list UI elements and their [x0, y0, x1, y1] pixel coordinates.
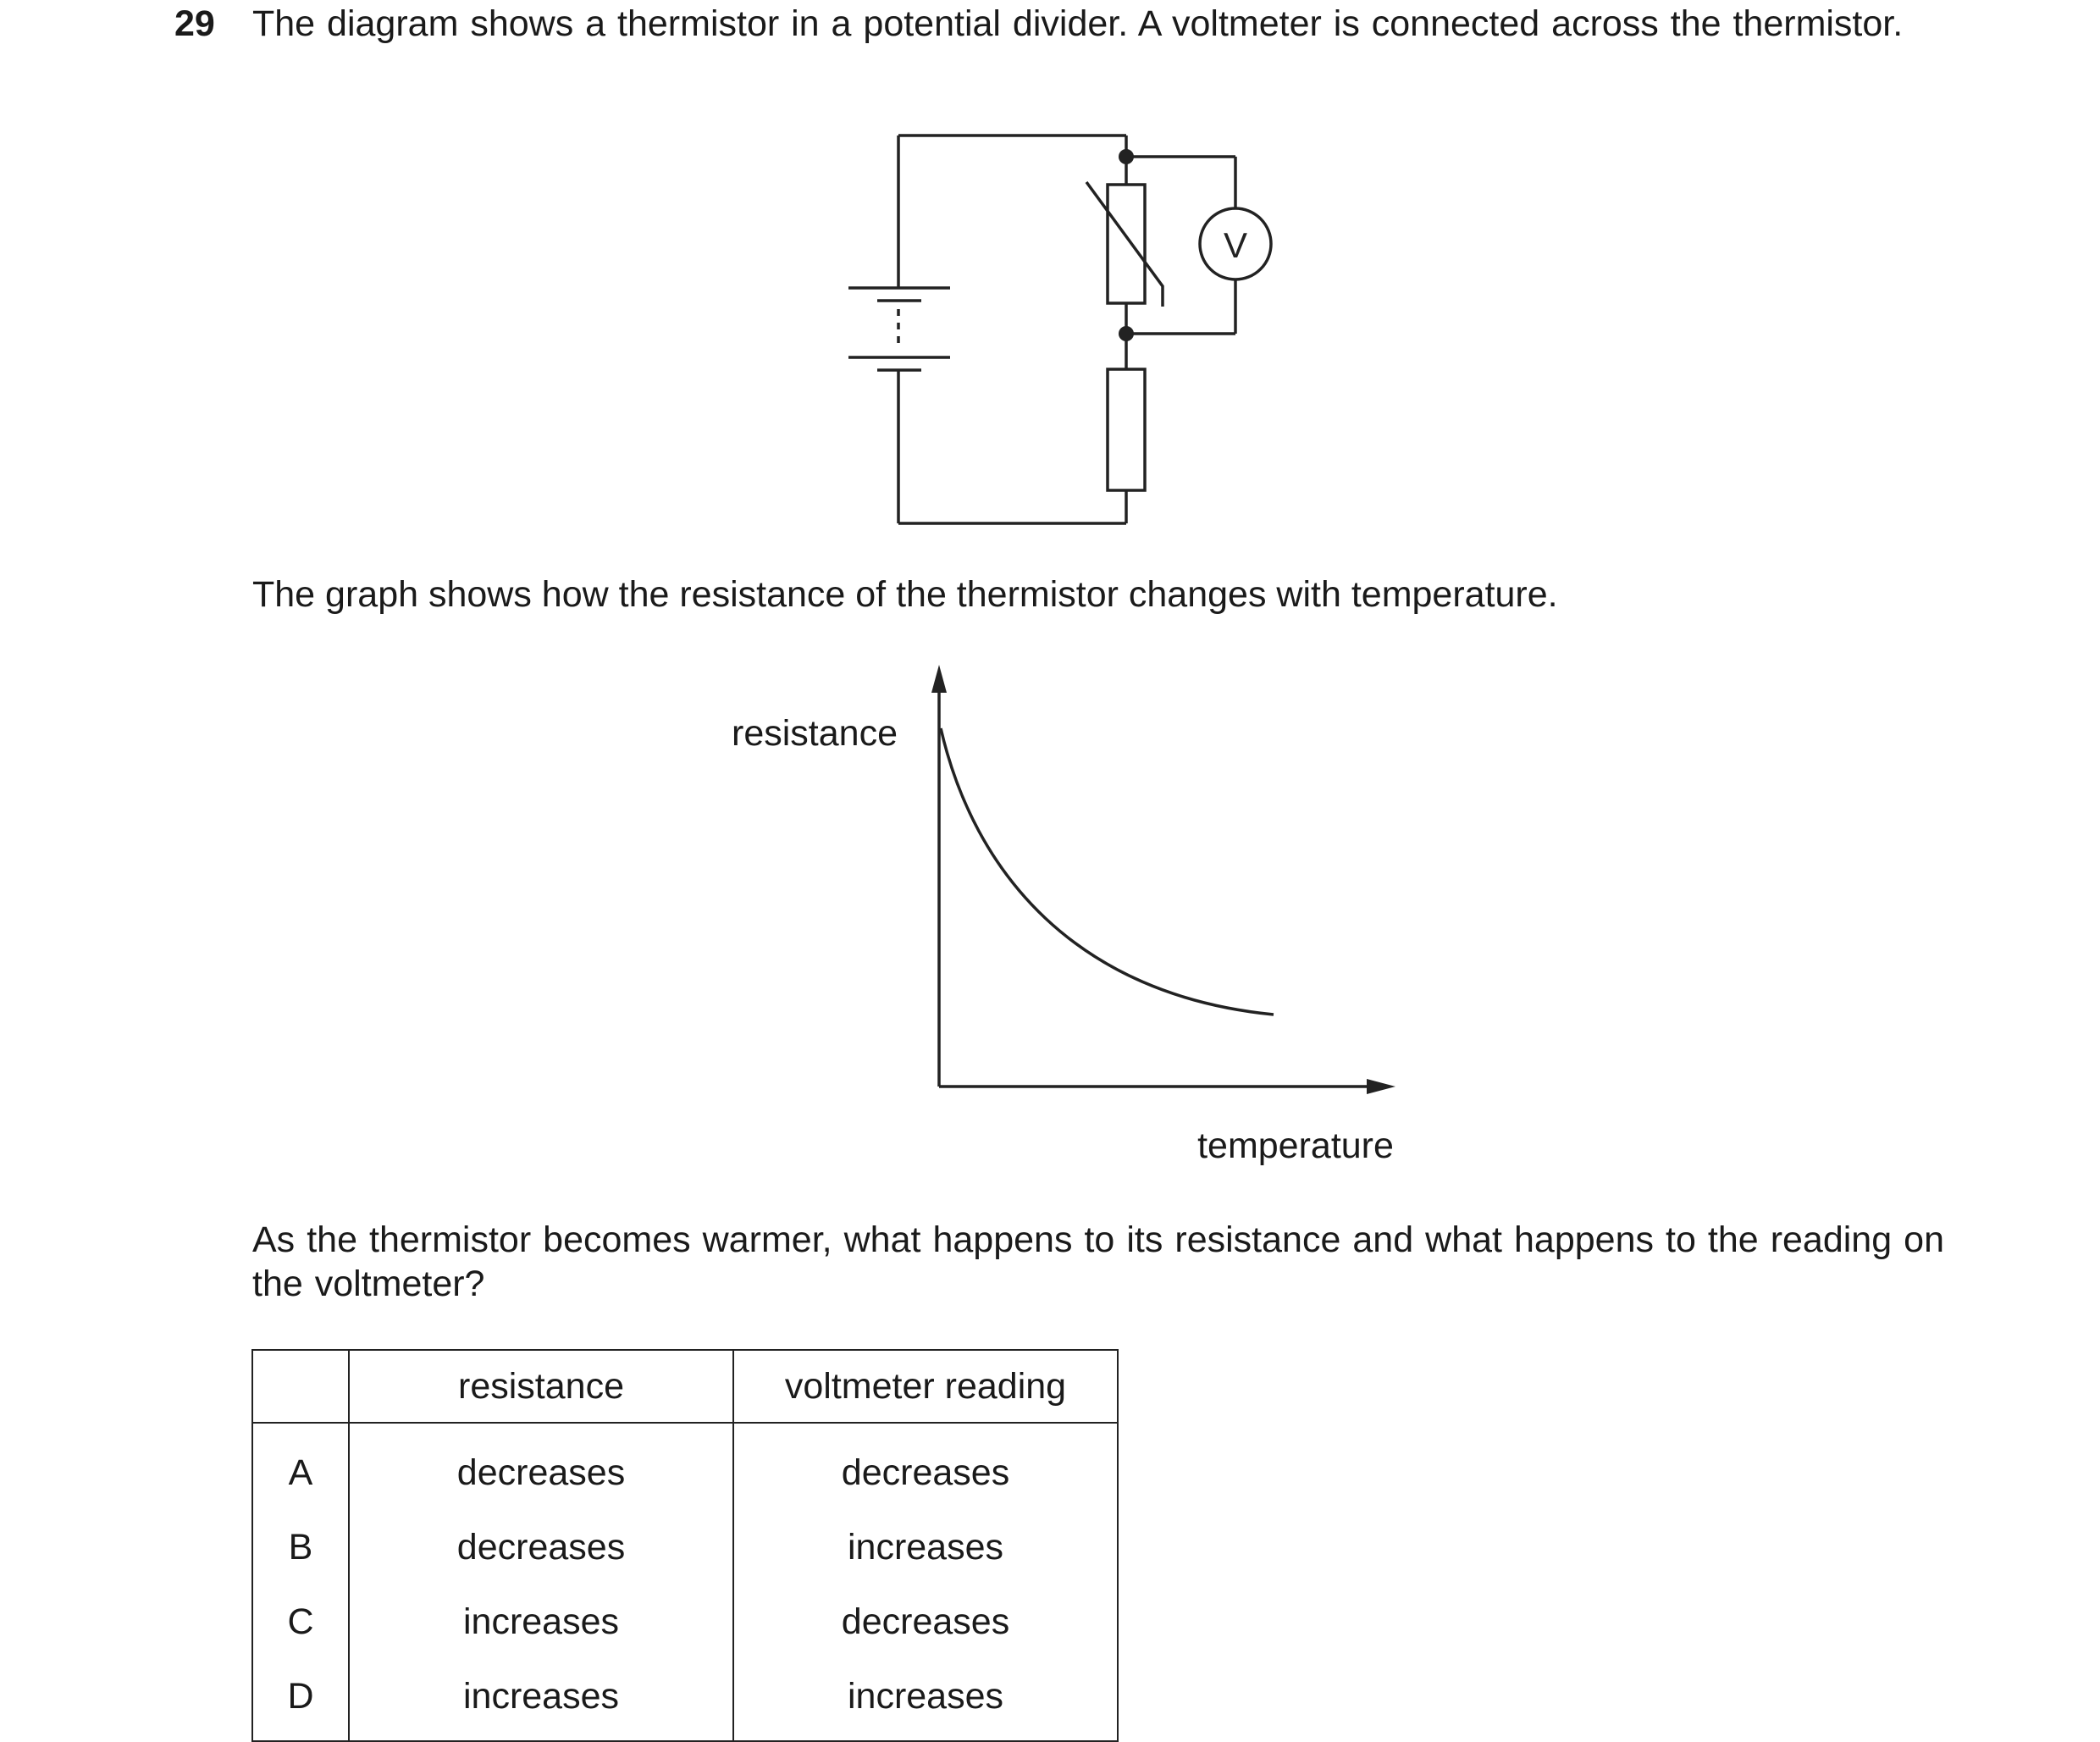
- thermistor-body: [1108, 185, 1145, 303]
- question-prompt: As the thermistor becomes warmer, what happens to its resistance and what happens to the reading on the voltmeter?: [252, 1219, 1944, 1304]
- option-voltmeter: increases: [733, 1510, 1118, 1584]
- header-blank: [252, 1350, 349, 1423]
- option-resistance: decreases: [349, 1423, 733, 1510]
- question-number: 29: [174, 3, 215, 44]
- header-resistance: resistance: [349, 1350, 733, 1423]
- option-letter: C: [252, 1584, 349, 1659]
- option-letter: D: [252, 1659, 349, 1741]
- x-axis-arrowhead: [1367, 1079, 1395, 1094]
- table-row-a[interactable]: [252, 1423, 1118, 1510]
- y-axis-label: resistance: [732, 713, 898, 754]
- voltmeter-circle: [1200, 208, 1271, 279]
- graph-intro: The graph shows how the resistance of the thermistor changes with temperature.: [252, 574, 1558, 615]
- table-row-d[interactable]: [252, 1659, 1118, 1741]
- header-voltmeter-reading: voltmeter reading: [733, 1350, 1118, 1423]
- table-row-b[interactable]: [252, 1510, 1118, 1584]
- option-resistance: increases: [349, 1584, 733, 1659]
- junction-dot-top: [1119, 149, 1134, 164]
- option-voltmeter: decreases: [733, 1423, 1118, 1510]
- option-resistance: decreases: [349, 1510, 733, 1584]
- voltmeter-label: V: [1223, 225, 1248, 265]
- thermistor-slash: [1086, 182, 1163, 307]
- x-axis-label: temperature: [1197, 1125, 1394, 1166]
- option-letter: A: [252, 1423, 349, 1510]
- question-stem: The diagram shows a thermistor in a potential divider. A voltmeter is connected across the thermistor.: [252, 3, 1904, 44]
- option-voltmeter: increases: [733, 1659, 1118, 1741]
- resistance-curve: [941, 728, 1274, 1015]
- option-resistance: increases: [349, 1659, 733, 1741]
- table-header-row: [252, 1350, 1118, 1423]
- option-voltmeter: decreases: [733, 1584, 1118, 1659]
- answer-options-table: [251, 1349, 1119, 1742]
- option-letter: B: [252, 1510, 349, 1584]
- table-row-c[interactable]: [252, 1584, 1118, 1659]
- junction-dot-bottom: [1119, 326, 1134, 341]
- y-axis-arrowhead: [931, 665, 947, 693]
- resistor-body: [1108, 369, 1145, 490]
